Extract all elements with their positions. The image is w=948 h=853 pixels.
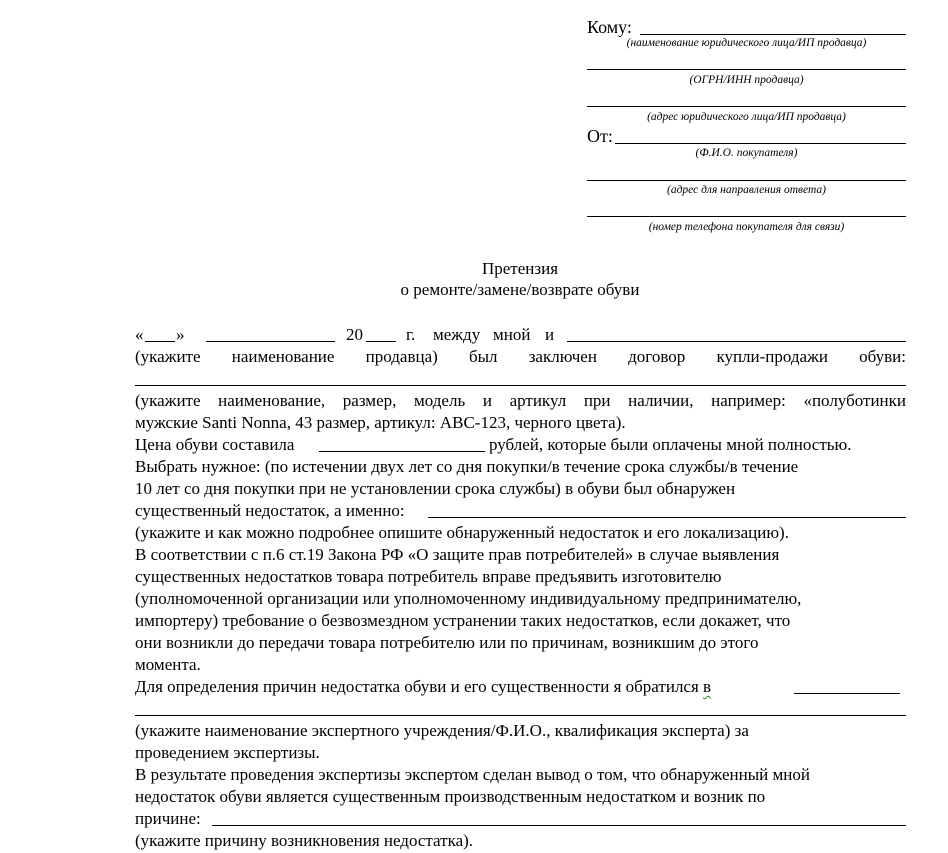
price-prefix: Цена обуви составила	[135, 435, 295, 454]
body-line-7: 10 лет со дня покупки при не установлении срока службы) в обуви был обнаружен	[135, 479, 736, 498]
body-line-6: Выбрать нужное: (по истечении двух лет со дня покупки/в течение срока службы/в течение	[135, 457, 799, 476]
body-line-18: проведением экспертизы.	[135, 743, 320, 762]
body-line-15: момента.	[135, 655, 201, 674]
fio-field-line[interactable]	[615, 143, 906, 144]
reply-address-caption: (адрес для направления ответа)	[667, 184, 826, 196]
seller-name-field-line[interactable]	[567, 341, 906, 342]
day-field-line[interactable]	[145, 341, 175, 342]
body-line-9: (укажите и как можно подробнее опишите обнаруженный недостаток и его локализацию).	[135, 523, 789, 542]
document-title: Претензия	[481, 259, 559, 278]
between-word: между	[433, 325, 481, 344]
expert-sentence-text: Для определения причин недостатка обуви и его существенности я обратился	[135, 677, 699, 696]
to-label: Кому:	[587, 17, 632, 37]
to-caption: (наименование юридического лица/ИП продавца)	[626, 37, 867, 49]
from-label: От:	[587, 126, 613, 146]
body-line-10: В соответствии с п.6 ст.19 Закона РФ «О защите прав потребителей» в случае выявления	[135, 545, 780, 564]
defect-field-line[interactable]	[428, 517, 906, 518]
body-line-19: В результате проведения экспертизы экспертом сделан вывод о том, что обнаруженный мной	[135, 765, 810, 784]
phone-field-line[interactable]	[587, 216, 906, 217]
year-prefix: 20	[346, 325, 363, 344]
reason-field-line[interactable]	[212, 825, 906, 826]
body-line-11: существенных недостатков товара потребитель вправе предъявить изготовителю	[135, 567, 722, 586]
fio-caption: (Ф.И.О. покупателя)	[695, 147, 798, 159]
product-field-line[interactable]	[135, 385, 906, 386]
body-line-3: (укажите наименование, размер, модель и артикул при наличии, например: «полуботинки	[135, 391, 906, 410]
me-word: мной	[493, 325, 531, 344]
body-line-17: (укажите наименование экспертного учреждения/Ф.И.О., квалификация эксперта) за	[135, 721, 749, 740]
spellcheck-word: в	[703, 677, 712, 696]
date-close-quote: »	[176, 325, 185, 344]
document-subtitle: о ремонте/замене/возврате обуви	[400, 280, 640, 299]
body-line-2: (укажите наименование продавца) был заключен договор купли-продажи обуви:	[135, 347, 906, 366]
body-line-22: (укажите причину возникновения недостатка).	[135, 831, 474, 850]
ogrn-caption: (ОГРН/ИНН продавца)	[689, 74, 804, 86]
body-line-13: импортеру) требование о безвозмездном устранении таких недостатков, если докажет, что	[135, 611, 791, 630]
reply-address-field-line[interactable]	[587, 180, 906, 181]
price-suffix: рублей, которые были оплачены мной полностью.	[489, 435, 852, 454]
body-line-4: мужские Santi Nonna, 43 размер, артикул: ABC-123, черного цвета).	[135, 413, 626, 432]
date-open-quote: «	[135, 325, 144, 344]
year-suffix: г.	[406, 325, 416, 344]
body-line-12: (уполномоченной организации или уполномоченному индивидуальному предпринимателю,	[135, 589, 802, 608]
body-line-14: они возникли до передачи товара потребителю или по причинам, возникшим до этого	[135, 633, 759, 652]
body-line-21: причине:	[135, 809, 201, 828]
month-field-line[interactable]	[206, 341, 335, 342]
phone-caption: (номер телефона покупателя для связи)	[648, 221, 845, 233]
expert-field-line-2[interactable]	[135, 715, 906, 716]
seller-address-caption: (адрес юридического лица/ИП продавца)	[647, 111, 846, 123]
and-word: и	[545, 325, 555, 344]
year-field-line[interactable]	[366, 341, 396, 342]
body-line-8: существенный недостаток, а именно:	[135, 501, 405, 520]
price-field-line[interactable]	[319, 451, 485, 452]
body-line-20: недостаток обуви является существенным производственным недостатком и возник по	[135, 787, 766, 806]
expert-field-line-1[interactable]	[794, 693, 900, 694]
seller-address-field-line[interactable]	[587, 106, 906, 107]
body-line-16	[135, 676, 711, 698]
to-field-line[interactable]	[640, 34, 906, 35]
ogrn-field-line[interactable]	[587, 69, 906, 70]
